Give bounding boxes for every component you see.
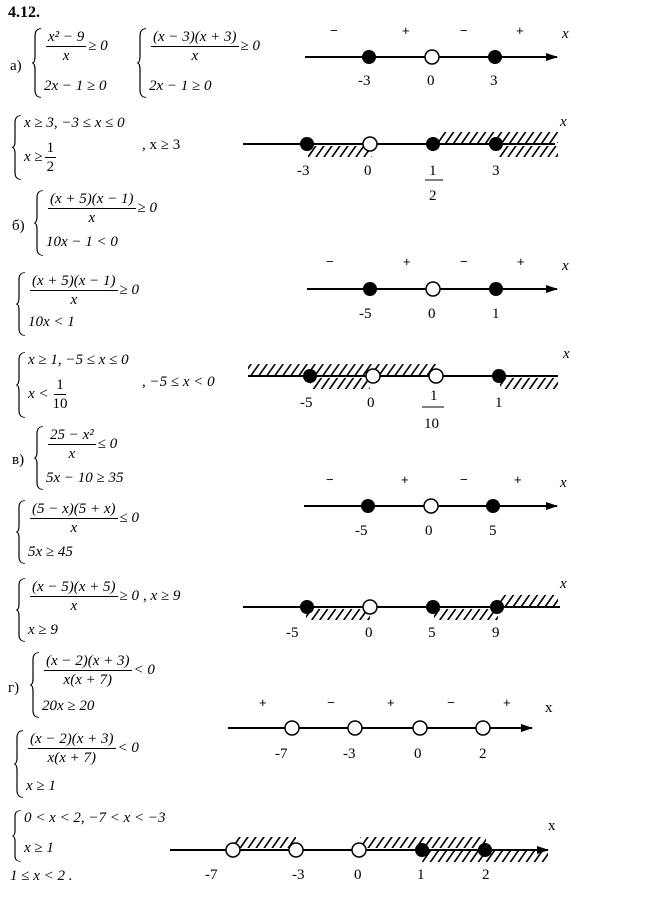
part-c-number-line-1 xyxy=(304,472,567,539)
sign-label: + xyxy=(516,23,524,38)
tick-label: -5 xyxy=(359,306,372,322)
sign-label: − xyxy=(460,254,468,269)
hatch-below xyxy=(434,609,498,620)
part-d-system-3: 0 < x < 2, −7 < x < −3 x ≥ 1 xyxy=(12,810,212,862)
part-d-number-line-1 xyxy=(228,695,553,762)
filled-point xyxy=(489,282,503,296)
filled-point xyxy=(478,843,492,857)
hatch-above xyxy=(498,595,558,606)
tick-label: 2 xyxy=(429,188,437,204)
tick-label: 1 xyxy=(430,388,438,404)
filled-point xyxy=(415,843,429,857)
part-a-number-line-1 xyxy=(305,23,569,89)
tick-label: -3 xyxy=(297,163,310,179)
sign-label: + xyxy=(387,695,395,710)
sign-label: + xyxy=(517,254,525,269)
fraction: $\frac{1}{2}$ xyxy=(46,140,55,175)
axis-x-label: x xyxy=(562,26,569,42)
filled-point xyxy=(300,137,314,151)
part-d-system-2: $\frac{(x - 2)(x + 3)}{x(x + 7)}$ < 0 x ≥ 1 xyxy=(14,730,154,798)
axis-x-label: x xyxy=(560,475,567,491)
part-c-system-1: $\frac{\text{25 − x²}}{x}$ ≤ 0 5x − 10 ≥ 35 xyxy=(34,426,164,490)
axis-x-label: x xyxy=(563,346,570,362)
part-a-system-2: $\frac{(x - 3)(x + 3)}{x}$ ≥ 0 2x − 1 ≥ 0 xyxy=(137,28,267,98)
fraction: $\frac{(x + 5)(x - 1)}{x}$ xyxy=(32,273,116,308)
axis-x-label: x xyxy=(560,114,567,130)
tick-label: 5 xyxy=(428,625,436,641)
part-d-number-line-2 xyxy=(170,818,556,883)
fraction: $\frac{(x - 3)(x + 3)}{x}$ xyxy=(153,29,237,64)
empty-point xyxy=(413,721,427,735)
sign-label: + xyxy=(514,472,522,487)
filled-point xyxy=(361,499,375,513)
tick-label: -7 xyxy=(205,867,218,883)
axis-x-label: x xyxy=(548,818,556,834)
part-c-number-line-2 xyxy=(243,576,567,641)
part-b-number-line-2 xyxy=(248,346,570,432)
empty-point xyxy=(366,369,380,383)
part-b-system-3: x ≥ 1, −5 ≤ x ≤ 0 x < $\frac{1}{10}$ , −5 ≤ x < 0 xyxy=(16,352,236,418)
part-b-label: б) xyxy=(12,218,25,234)
empty-point xyxy=(289,843,303,857)
fraction: $\frac{(x + 5)(x - 1)}{x}$ xyxy=(50,191,134,226)
final-answer: 1 ≤ x < 2 . xyxy=(10,868,73,884)
empty-point xyxy=(424,499,438,513)
tick-label: 3 xyxy=(490,73,498,89)
tick-label: -3 xyxy=(292,867,305,883)
tick-label: 0 xyxy=(414,746,422,762)
hatch-above xyxy=(234,837,296,848)
tick-label: 1 xyxy=(417,867,425,883)
empty-point xyxy=(429,369,443,383)
tick-label: 0 xyxy=(354,867,362,883)
filled-point xyxy=(303,369,317,383)
sign-label: + xyxy=(403,254,411,269)
filled-point xyxy=(363,282,377,296)
axis-x-label: x xyxy=(562,258,569,274)
hatch-below xyxy=(308,146,372,157)
filled-point xyxy=(490,600,504,614)
part-a-label: а) xyxy=(10,58,22,74)
empty-point xyxy=(226,843,240,857)
tick-label: 0 xyxy=(428,306,436,322)
part-d-system-1: $\frac{(x - 2)(x + 3)}{x(x + 7)}$ < 0 20x ≥ 20 xyxy=(30,652,170,718)
filled-point xyxy=(488,50,502,64)
axis-x-label: x xyxy=(560,576,567,592)
empty-point xyxy=(425,50,439,64)
tick-label: -5 xyxy=(355,523,368,539)
empty-point xyxy=(426,282,440,296)
axis-x-label: x xyxy=(545,700,553,716)
filled-point xyxy=(362,50,376,64)
tick-label: 10 xyxy=(424,416,439,432)
hatch-below xyxy=(310,378,370,389)
sign-label: + xyxy=(401,472,409,487)
tick-label: 0 xyxy=(425,523,433,539)
filled-point xyxy=(426,137,440,151)
sign-label: + xyxy=(402,23,410,38)
sign-label: − xyxy=(326,254,334,269)
tick-label: 9 xyxy=(492,625,500,641)
tick-label: -5 xyxy=(286,625,299,641)
hatch-above xyxy=(248,364,438,375)
fraction: $\frac{\text{25 − x²}}{x}$ xyxy=(50,427,94,462)
tick-label: -3 xyxy=(358,73,371,89)
sign-label: + xyxy=(259,695,267,710)
fraction: $\frac{\text{x² − 9}}{x}$ xyxy=(48,29,85,64)
fraction: $\frac{(x - 5)(x + 5)}{x}$ xyxy=(32,579,116,614)
empty-point xyxy=(363,137,377,151)
tick-label: -7 xyxy=(275,746,288,762)
filled-point xyxy=(300,600,314,614)
empty-point xyxy=(348,721,362,735)
part-c-system-3: $\frac{(x - 5)(x + 5)}{x}$ ≥ 0 , x ≥ 9 x ≥ 9 xyxy=(16,578,236,642)
tick-label: 1 xyxy=(492,306,500,322)
sign-label: − xyxy=(326,472,334,487)
fraction: $\frac{(5 - x)(5 + x)}{x}$ xyxy=(32,501,116,536)
part-b-system-1: $\frac{(x + 5)(x - 1)}{x}$ ≥ 0 10x − 1 < 0 xyxy=(34,190,174,256)
part-b-number-line-1 xyxy=(307,254,569,322)
sign-label: − xyxy=(330,23,338,38)
part-d-label: г) xyxy=(8,680,20,696)
tick-label: -5 xyxy=(300,395,313,411)
tick-label: 0 xyxy=(427,73,435,89)
tick-label: 1 xyxy=(495,395,503,411)
tick-label: 3 xyxy=(492,163,500,179)
empty-point xyxy=(285,721,299,735)
tick-label: 2 xyxy=(482,867,490,883)
part-a-system-3: x ≥ 3, −3 ≤ x ≤ 0 x ≥ $\frac{1}{2}$ , x ≥ 3 xyxy=(12,115,212,180)
part-b-system-2: $\frac{(x + 5)(x - 1)}{x}$ ≥ 0 10x < 1 xyxy=(16,272,156,336)
tick-label: 0 xyxy=(365,625,373,641)
part-a-system-1: $\frac{\text{x² − 9}}{x}$ ≥ 0 2x − 1 ≥ 0 xyxy=(32,28,142,98)
hatch-below xyxy=(500,378,558,389)
tick-label: 0 xyxy=(364,163,372,179)
sign-label: + xyxy=(503,695,511,710)
sign-label: − xyxy=(447,695,455,710)
filled-point xyxy=(486,499,500,513)
filled-point xyxy=(489,137,503,151)
sign-label: − xyxy=(460,472,468,487)
part-c-system-2: $\frac{(5 - x)(5 + x)}{x}$ ≤ 0 5x ≥ 45 xyxy=(16,500,156,564)
empty-point xyxy=(363,600,377,614)
tick-label: -3 xyxy=(343,746,356,762)
filled-point xyxy=(492,369,506,383)
fraction: $\frac{(x - 2)(x + 3)}{x(x + 7)}$ xyxy=(30,731,114,766)
empty-point xyxy=(476,721,490,735)
problem-number: 4.12. xyxy=(8,4,40,21)
tick-label: 1 xyxy=(429,163,437,179)
sign-label: − xyxy=(460,23,468,38)
empty-point xyxy=(352,843,366,857)
fraction: $\frac{1}{10}$ xyxy=(52,377,68,412)
tick-label: 0 xyxy=(367,395,375,411)
sign-label: − xyxy=(327,695,335,710)
hatch-below xyxy=(498,146,558,157)
fraction: $\frac{(x - 2)(x + 3)}{x(x + 7)}$ xyxy=(46,653,130,688)
filled-point xyxy=(426,600,440,614)
tick-label: 2 xyxy=(479,746,487,762)
tick-label: 5 xyxy=(489,523,497,539)
part-c-label: в) xyxy=(12,452,25,468)
part-a-number-line-2 xyxy=(243,114,567,204)
hatch-below xyxy=(306,609,370,620)
